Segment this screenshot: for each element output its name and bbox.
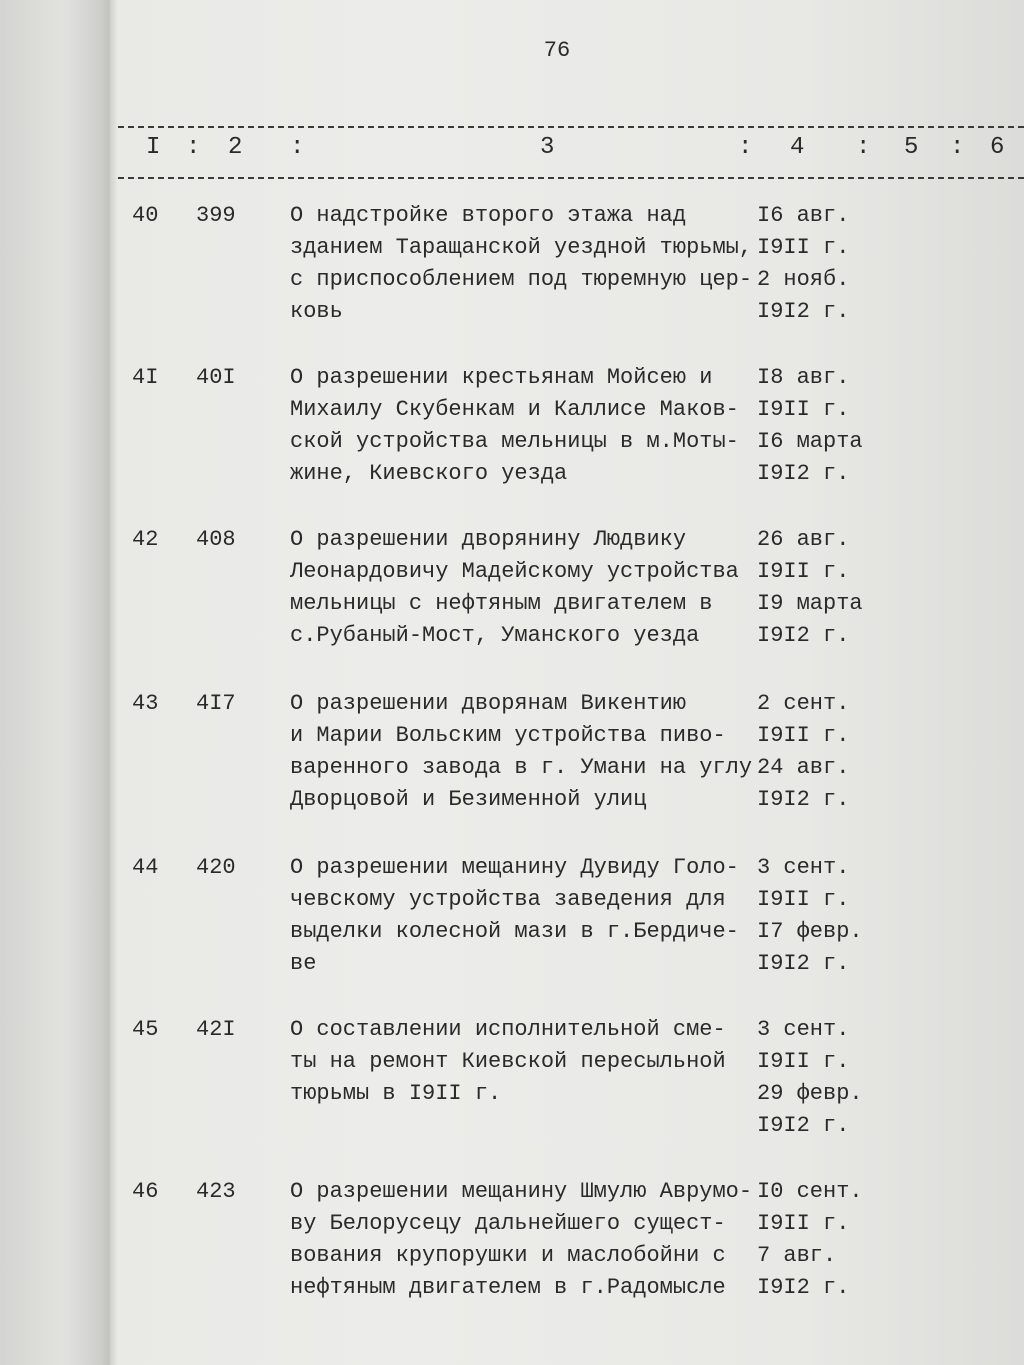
header-sep-1: :	[186, 134, 201, 161]
row-dates: I6 авг. I9II г. 2 нояб. I9I2 г.	[757, 203, 850, 324]
row-description: О разрешении дворянину Людвику Леонардовичу Мадейскому устройства мельницы с нефтяным двигателем в с.Рубаный-Мост, Уманского уезда	[290, 527, 739, 648]
header-sep-3: :	[738, 134, 753, 161]
header-col-6: 6	[990, 134, 1005, 161]
row-number: 44	[132, 855, 159, 880]
row-dates: 3 сент. I9II г. I7 февр. I9I2 г.	[757, 855, 863, 976]
row-description: О надстройке второго этажа над зданием Таращанской уездной тюрьмы, с приспособлением под тюремную цер- ковь	[290, 203, 753, 324]
header-col-5: 5	[904, 134, 919, 161]
row-number: 45	[132, 1017, 159, 1042]
header-rule-top	[118, 126, 1024, 128]
file-number: 399	[196, 203, 236, 228]
row-dates: 26 авг. I9II г. I9 марта I9I2 г.	[757, 527, 863, 648]
row-description: О разрешении дворянам Викентию и Марии Вольским устройства пиво- варенного завода в г. Умани на углу Дворцовой и Безименной улиц	[290, 691, 753, 812]
file-number: 423	[196, 1179, 236, 1204]
row-description: О разрешении мещанину Шмулю Аврумо- ву Белорусецу дальнейшего сущест- вования крупорушки и маслобойни с нефтяным двигателем в г.Радомысле	[290, 1179, 753, 1300]
header-sep-4: :	[856, 134, 871, 161]
row-description: О разрешении мещанину Дувиду Голо- чевскому устройства заведения для выделки колесной мази в г.Бердиче- ве	[290, 855, 739, 976]
header-col-4: 4	[790, 134, 805, 161]
row-number: 4I	[132, 365, 159, 390]
header-col-1: I	[146, 134, 161, 161]
header-sep-5: :	[950, 134, 965, 161]
row-description: О составлении исполнительной сме- ты на ремонт Киевской пересыльной тюрьмы в I9II г.	[290, 1017, 726, 1106]
binding-gutter	[0, 0, 110, 1365]
row-number: 46	[132, 1179, 159, 1204]
row-dates: 3 сент. I9II г. 29 февр. I9I2 г.	[757, 1017, 863, 1138]
file-number: 420	[196, 855, 236, 880]
row-number: 43	[132, 691, 159, 716]
file-number: 4I7	[196, 691, 236, 716]
row-dates: 2 сент. I9II г. 24 авг. I9I2 г.	[757, 691, 850, 812]
row-dates: I0 сент. I9II г. 7 авг. I9I2 г.	[757, 1179, 863, 1300]
file-number: 40I	[196, 365, 236, 390]
row-number: 42	[132, 527, 159, 552]
file-number: 42I	[196, 1017, 236, 1042]
row-description: О разрешении крестьянам Мойсею и Михаилу Скубенкам и Каллисе Маков- ской устройства мельницы в м.Моты- жине, Киевского уезда	[290, 365, 739, 486]
row-number: 40	[132, 203, 159, 228]
header-col-3: 3	[540, 134, 555, 161]
header-col-2: 2	[228, 134, 243, 161]
row-dates: I8 авг. I9II г. I6 марта I9I2 г.	[757, 365, 863, 486]
page-number: 76	[543, 38, 571, 63]
file-number: 408	[196, 527, 236, 552]
header-rule-bottom	[118, 177, 1024, 179]
header-sep-2: :	[290, 134, 305, 161]
